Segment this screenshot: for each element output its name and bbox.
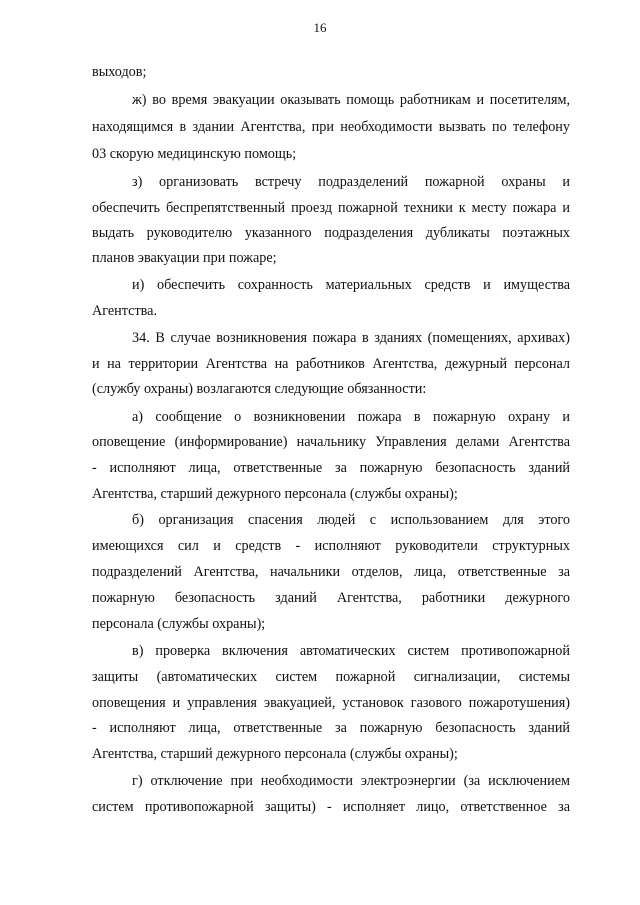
text-line: имеющихся сил и средств - исполняют руководители структурных xyxy=(92,538,570,554)
page-number: 16 xyxy=(313,20,327,35)
text-line: оповещения и управления эвакуацией, установок газового пожаротушения) xyxy=(92,695,570,711)
text-line: Агентства, старший дежурного персонала (службы охраны); xyxy=(92,746,458,762)
text-line: выдать руководителю указанного подразделения дубликаты поэтажных xyxy=(92,225,570,241)
text-line: планов эвакуации при пожаре; xyxy=(92,250,277,266)
text-line: и) обеспечить сохранность материальных средств и имущества xyxy=(132,277,570,293)
text-line: пожарную безопасность зданий Агентства, работники дежурного xyxy=(92,590,570,606)
text-line: и на территории Агентства на работников Агентства, дежурный персонал xyxy=(92,356,570,372)
text-line: б) организация спасения людей с использованием для этого xyxy=(132,512,570,528)
text-line: а) сообщение о возникновении пожара в пожарную охрану и xyxy=(132,409,570,425)
text-line: выходов; xyxy=(92,64,147,80)
text-line: г) отключение при необходимости электроэнергии (за исключением xyxy=(132,773,570,789)
text-line: подразделений Агентства, начальники отделов, лица, ответственные за xyxy=(92,564,570,580)
text-line: (службу охраны) возлагаются следующие обязанности: xyxy=(92,381,427,397)
text-line: - исполняют лица, ответственные за пожарную безопасность зданий xyxy=(92,460,570,476)
text-line: защиты (автоматических систем пожарной сигнализации, системы xyxy=(92,669,570,685)
text-line: Агентства, старший дежурного персонала (службы охраны); xyxy=(92,486,458,502)
text-line: систем противопожарной защиты) - исполняет лицо, ответственное за xyxy=(92,799,570,815)
text-line: з) организовать встречу подразделений пожарной охраны и xyxy=(132,174,570,190)
text-line: обеспечить беспрепятственный проезд пожарной техники к месту пожара и xyxy=(92,200,570,216)
text-line: оповещение (информирование) начальнику Управления делами Агентства xyxy=(92,434,570,450)
text-line: в) проверка включения автоматических систем противопожарной xyxy=(132,643,570,659)
text-line: ж) во время эвакуации оказывать помощь работникам и посетителям, xyxy=(132,92,570,108)
text-line: - исполняют лица, ответственные за пожарную безопасность зданий xyxy=(92,720,570,736)
text-line: персонала (службы охраны); xyxy=(92,616,266,632)
text-line: 34. В случае возникновения пожара в зданиях (помещениях, архивах) xyxy=(132,330,570,346)
text-line: находящимся в здании Агентства, при необходимости вызвать по телефону xyxy=(92,119,570,135)
text-line: Агентства. xyxy=(92,303,157,319)
text-line: 03 скорую медицинскую помощь; xyxy=(92,146,297,162)
